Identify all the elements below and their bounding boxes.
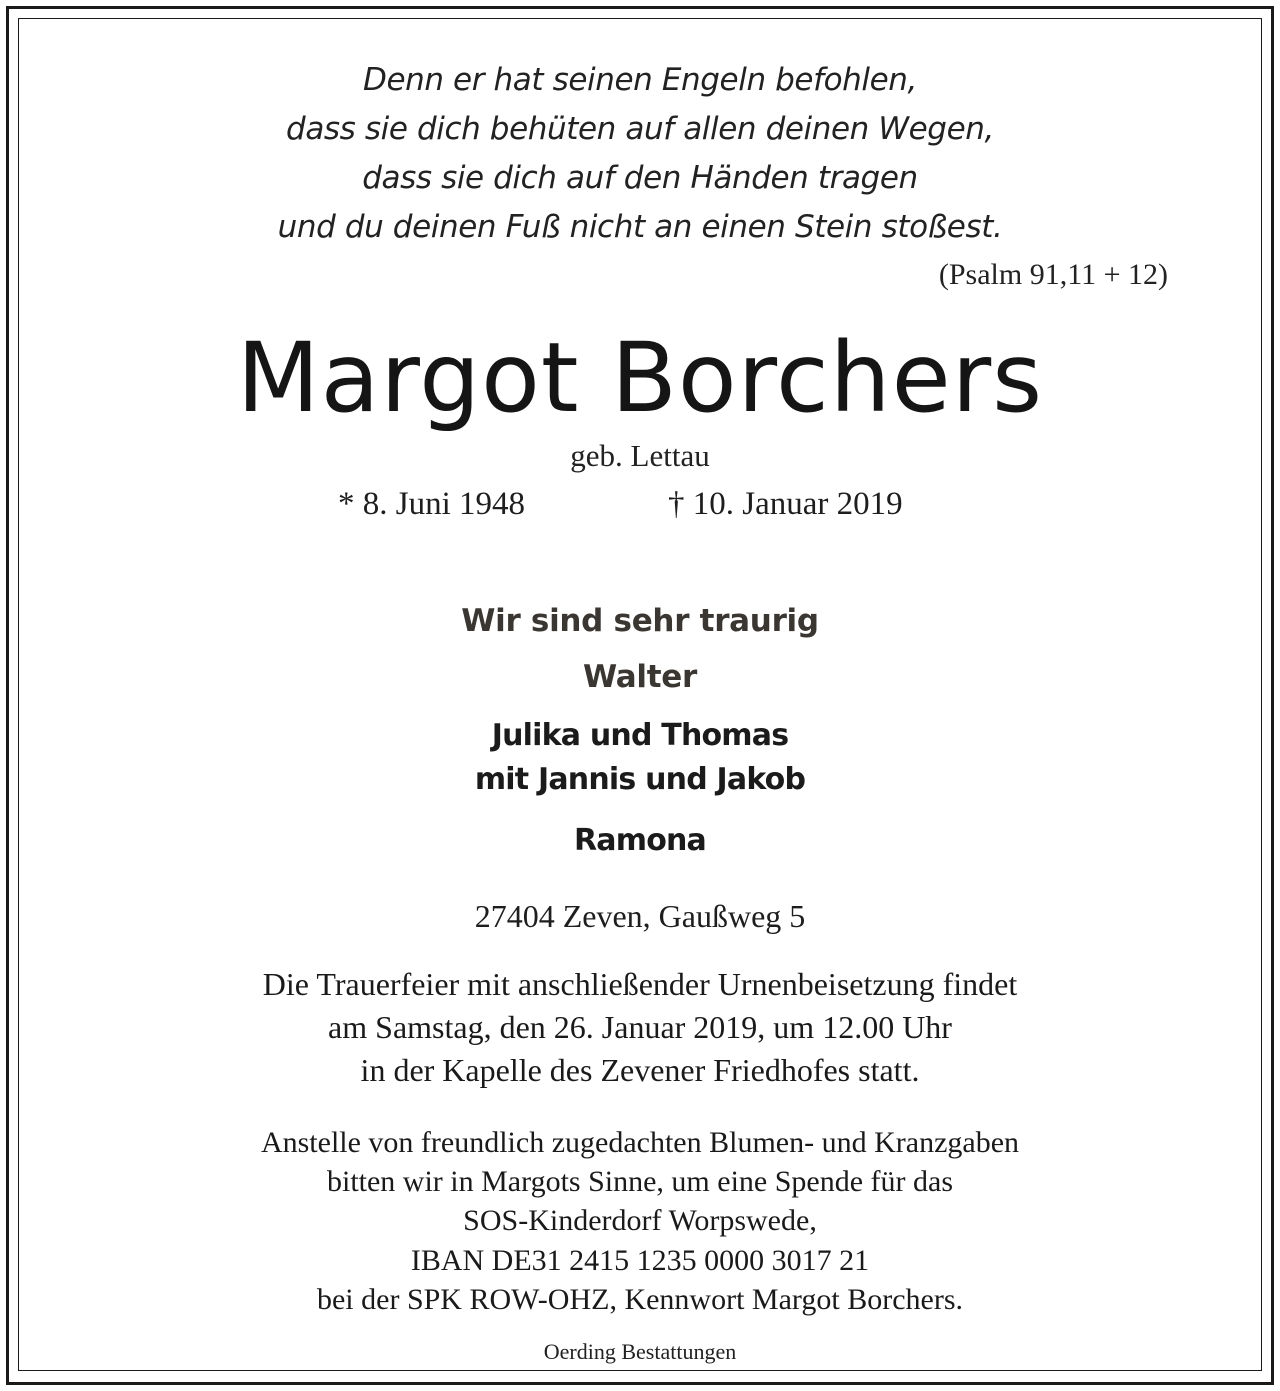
verse-line-4: und du deinen Fuß nicht an einen Stein stoßest. (277, 209, 1003, 245)
family-address: 27404 Zeven, Gaußweg 5 (474, 898, 806, 934)
service-line-2: am Samstag, den 26. Januar 2019, um 12.00 Uhr (328, 1009, 952, 1045)
verse-line-3: dass sie dich auf den Händen tragen (362, 160, 918, 196)
service-line-3: in der Kapelle des Zevener Friedhofes statt. (360, 1052, 920, 1088)
donation-line-2: bitten wir in Margots Sinne, um eine Spende für das (326, 1165, 953, 1198)
service-line-1: Die Trauerfeier mit anschließender Urnenbeisetzung findet (262, 966, 1018, 1002)
donation-iban: IBAN DE31 2415 1235 0000 3017 21 (410, 1244, 870, 1277)
birth-date: * 8. Juni 1948 (338, 486, 526, 522)
donation-line-5: bei der SPK ROW-OHZ, Kennwort Margot Borchers. (316, 1283, 963, 1316)
donation-line-1: Anstelle von freundlich zugedachten Blumen- und Kranzgaben (260, 1126, 1020, 1159)
mourner-other: Ramona (573, 823, 707, 858)
undertaker-name: Oerding Bestattungen (543, 1339, 737, 1364)
donation-line-3: SOS-Kinderdorf Worpswede, (463, 1204, 817, 1237)
mourners-intro: Wir sind sehr traurig (461, 603, 819, 639)
deceased-name: Margot Borchers (236, 322, 1044, 434)
death-date: † 10. Januar 2019 (668, 486, 903, 522)
mourner-children-2: mit Jannis und Jakob (474, 762, 806, 797)
mourner-spouse: Walter (583, 659, 697, 695)
mourner-children-1: Julika und Thomas (491, 718, 789, 753)
verse-line-1: Denn er hat seinen Engeln befohlen, (362, 62, 918, 98)
maiden-name: geb. Lettau (570, 438, 710, 473)
verse-reference: (Psalm 91,11 + 12) (938, 258, 1168, 291)
verse-line-2: dass sie dich behüten auf allen deinen Wegen, (286, 111, 994, 147)
